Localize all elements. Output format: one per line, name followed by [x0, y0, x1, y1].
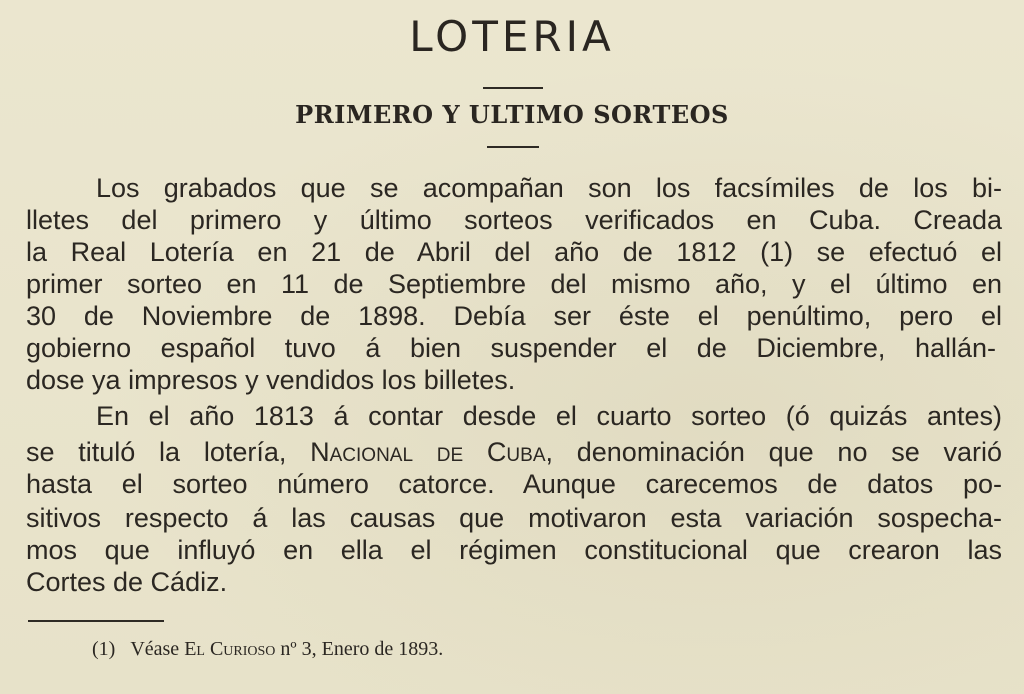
footnote-divider: [28, 620, 164, 622]
paragraph-2-line-5: mos que influyó en ella el régimen constitucional que crearon las: [26, 535, 1002, 565]
subtitle-divider: [487, 146, 539, 148]
page-title: LOTERIA: [409, 12, 615, 61]
lottery-name: Nacional de Cuba: [310, 437, 546, 467]
paragraph-2-line-1: En el año 1813 á contar desde el cuarto sorteo (ó quizás antes): [96, 401, 1002, 431]
paragraph-1-line-4: primer sorteo en 11 de Septiembre del mismo año, y el último en: [26, 269, 1002, 299]
footnote-publication: El Curioso: [184, 638, 276, 660]
paragraph-2-line-2: [26, 436, 1002, 468]
section-subtitle: PRIMERO Y ULTIMO SORTEOS: [295, 100, 729, 129]
paragraph-2-line-6: Cortes de Cádiz.: [26, 567, 228, 597]
paragraph-1-line-7: dose ya impresos y vendidos los billetes.: [26, 365, 516, 395]
paragraph-1-line-6: gobierno español tuvo á bien suspender el de Diciembre, hallán-: [26, 333, 996, 363]
paragraph-2-line-3: hasta el sorteo número catorce. Aunque carecemos de datos po-: [26, 469, 1002, 499]
title-divider: [483, 87, 543, 89]
paragraph-1-line-2: lletes del primero y último sorteos verificados en Cuba. Creada: [26, 205, 1002, 235]
footnote: [92, 638, 443, 661]
footnote-marker: (1): [92, 638, 116, 660]
paragraph-2-line-2-start: se tituló la lotería,: [26, 437, 311, 467]
paragraph-1-line-3: la Real Lotería en 21 de Abril del año de 1812 (1) se efectuó el: [26, 237, 1002, 267]
paragraph-1-line-5: 30 de Noviembre de 1898. Debía ser éste el penúltimo, pero el: [26, 301, 1002, 331]
footnote-text-start: Véase: [130, 638, 185, 660]
paragraph-2-line-2-end: , denominación que no se varió: [545, 437, 1002, 467]
paragraph-1-line-1: Los grabados que se acompañan son los facsímiles de los bi-: [96, 173, 1002, 203]
footnote-text-end: nº 3, Enero de 1893.: [275, 638, 444, 660]
paragraph-2-line-4: sitivos respecto á las causas que motivaron esta variación sospecha-: [26, 503, 1002, 533]
